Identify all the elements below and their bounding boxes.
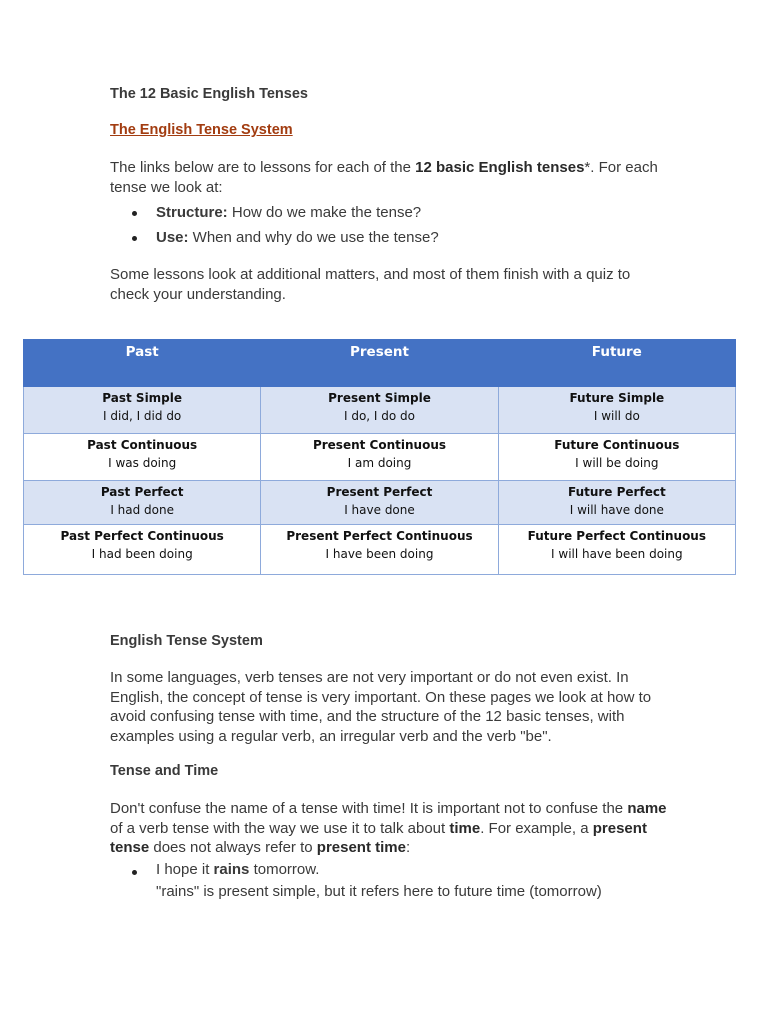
- example-explanation: [110, 882, 710, 902]
- tense-example: I have done: [344, 503, 415, 517]
- tenses-table: [23, 339, 736, 575]
- text-run: of a verb tense with the way we use it to talk about: [110, 819, 450, 837]
- tense-name-link[interactable]: Past Simple: [102, 391, 183, 405]
- tense-name-link[interactable]: Future Perfect Continuous: [527, 529, 706, 543]
- table-cell: [261, 434, 498, 481]
- text-run: . For example, a: [480, 819, 593, 837]
- table-cell: [498, 481, 735, 525]
- tense-system-paragraph: In some languages, verb tenses are not very important or do not even exist. In English, the concept of tense is very important. On these pages we look at how to avoid confusing tense with time, and the structure of the 12 basic tenses, with examples using a regular verb, an irregular verb and the verb "be".: [110, 669, 652, 745]
- bold-run: present time: [316, 839, 406, 856]
- section-heading-tense-and-time: Tense and Time: [110, 763, 219, 779]
- english-tense-system-link[interactable]: The English Tense System: [110, 122, 293, 138]
- tense-time-paragraph: [110, 799, 670, 858]
- tense-name-link[interactable]: Present Perfect: [326, 485, 433, 499]
- table-cell: [261, 481, 498, 525]
- bold-run: time: [449, 819, 481, 837]
- bold-run: name: [627, 800, 667, 817]
- example-text: I hope it: [156, 861, 214, 878]
- bullet-label: Structure:: [156, 204, 228, 221]
- table-cell: [24, 481, 261, 525]
- text-run: does not always refer to: [149, 839, 317, 856]
- tense-name-link[interactable]: Present Continuous: [312, 438, 447, 452]
- aspects-list: [110, 201, 439, 250]
- tense-example: I am doing: [347, 456, 412, 470]
- table-cell: [498, 525, 735, 575]
- tense-name-link[interactable]: Future Continuous: [554, 438, 680, 452]
- tense-example: I have been doing: [325, 547, 434, 561]
- tense-name-link[interactable]: Future Perfect: [567, 485, 666, 499]
- tense-example: I was doing: [108, 456, 177, 470]
- tense-example: I will do: [593, 409, 640, 423]
- table-row: [24, 525, 736, 575]
- example-list: [110, 860, 319, 880]
- bold-run: present tense: [110, 819, 647, 856]
- intro-bold: 12 basic English tenses: [415, 159, 585, 176]
- list-item: [110, 201, 439, 226]
- tense-name-link[interactable]: Present Perfect Continuous: [286, 529, 473, 543]
- tense-example: I did, I did do: [103, 409, 182, 423]
- example-bold: rains: [213, 861, 250, 878]
- column-header-past: Past: [24, 340, 261, 387]
- note-paragraph: Some lessons look at additional matters, and most of them finish with a quiz to check your understanding.: [110, 266, 631, 303]
- explanation-text: "rains" is present simple, but it refers here to future time (tomorrow): [156, 883, 602, 900]
- tense-example: I do, I do do: [343, 409, 415, 423]
- table-cell: [261, 387, 498, 434]
- intro-paragraph: [110, 158, 670, 197]
- table-row: [24, 481, 736, 525]
- tense-name-link[interactable]: Future Simple: [569, 391, 665, 405]
- table-cell: [24, 434, 261, 481]
- tense-example: I had been doing: [91, 547, 193, 561]
- tense-example: I will be doing: [575, 456, 659, 470]
- list-item: [110, 860, 319, 880]
- table-cell: [261, 525, 498, 575]
- bullet-text: When and why do we use the tense?: [188, 228, 439, 246]
- table-cell: [24, 387, 261, 434]
- tense-example: I had done: [110, 503, 175, 517]
- example-text-end: tomorrow.: [249, 861, 320, 878]
- section-heading-tense-system: English Tense System: [110, 633, 263, 649]
- bullet-text: How do we make the tense?: [227, 204, 422, 221]
- tense-name-link[interactable]: Past Continuous: [87, 438, 198, 452]
- table-header-row: [24, 340, 736, 387]
- intro-text: The links below are to lessons for each of the: [110, 159, 416, 176]
- tense-name-link[interactable]: Past Perfect: [100, 485, 184, 499]
- table-cell: [498, 387, 735, 434]
- tense-name-link[interactable]: Past Perfect Continuous: [60, 529, 224, 543]
- table-row: [24, 387, 736, 434]
- text-run: :: [405, 839, 411, 856]
- table-cell: [24, 525, 261, 575]
- text-run: Don't confuse the name of a tense with time! It is important not to confuse the: [110, 800, 628, 817]
- intro-text-end: *. For each tense we look at:: [110, 159, 658, 196]
- page-title: The 12 Basic English Tenses: [110, 86, 308, 102]
- tense-name-link[interactable]: Present Simple: [328, 391, 431, 405]
- tense-example: I will have done: [569, 503, 664, 517]
- table-row: [24, 434, 736, 481]
- bullet-label: Use:: [156, 228, 189, 246]
- table-cell: [498, 434, 735, 481]
- tense-example: I will have been doing: [551, 547, 683, 561]
- list-item: [110, 226, 439, 251]
- column-header-present: Present: [261, 340, 498, 387]
- column-header-future: Future: [498, 340, 735, 387]
